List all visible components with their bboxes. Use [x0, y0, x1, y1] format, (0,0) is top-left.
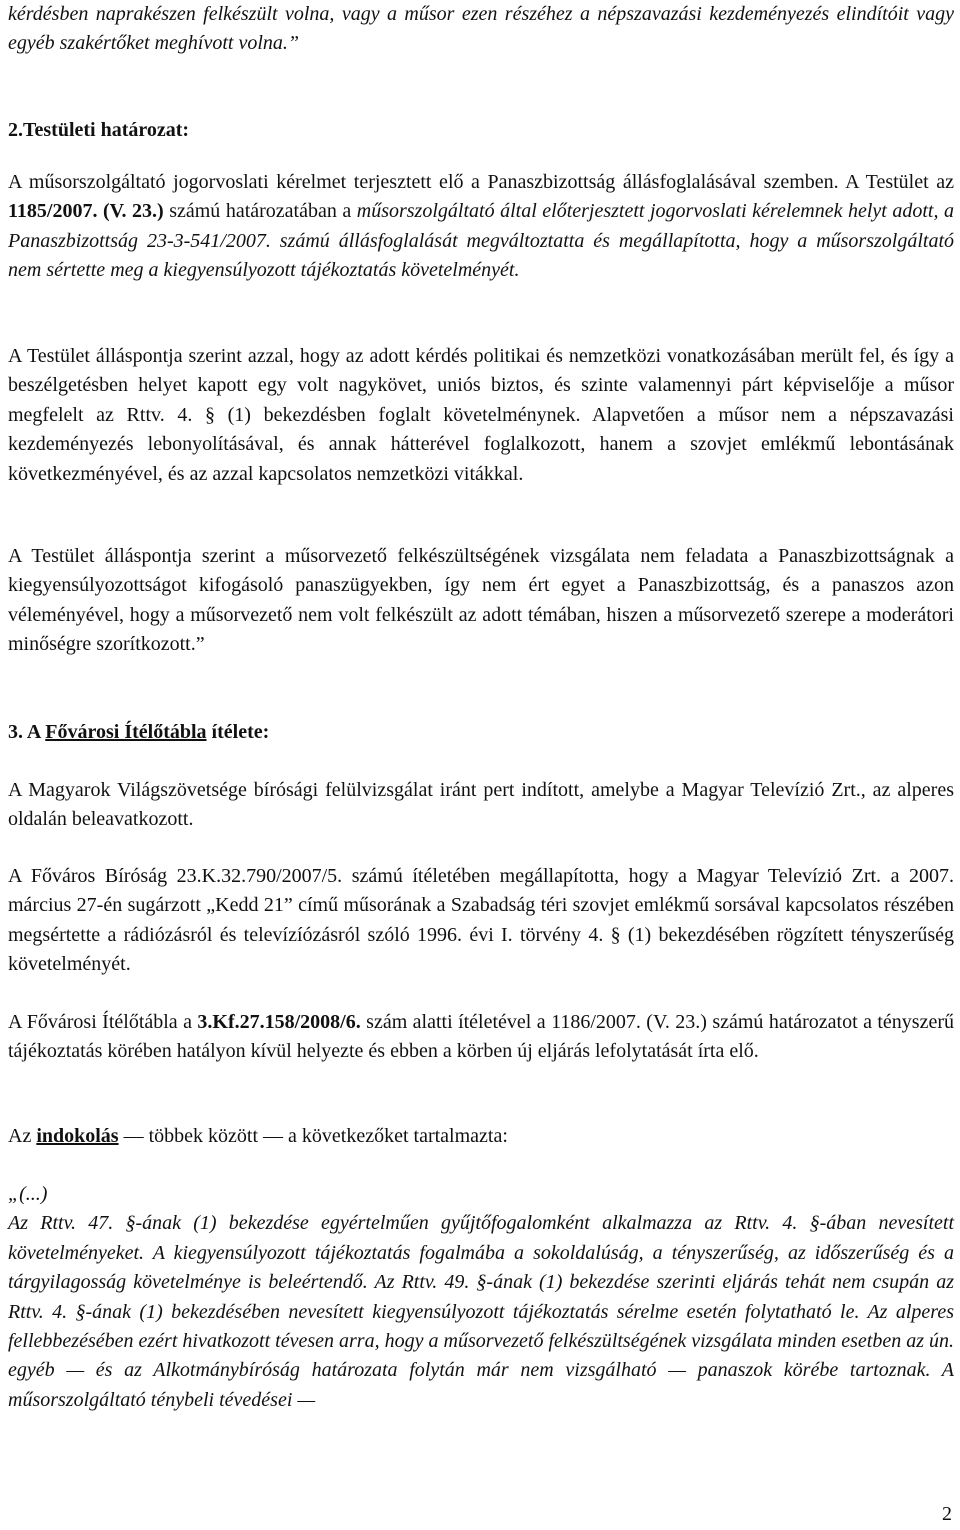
resolution-part-4: műsorszolgáltató által előterjesztett jogorvoslati kérelemnek helyt adott, a Panaszbizottság 23-3-541/2007. számú állásfoglalását megváltoztatta és megállapította, hogy a műsorszolgáltató nem sértette meg a kiegyensúlyozott tájékoztatás követelményét. [8, 200, 955, 282]
appeal-part-3: szám alatti ítéletével a 1186/2007. (V. 23.) számú határozatot a tényszerű tájékoztatás körében hatályon kívül helyezte és ebben a körben új eljárás lefolytatását írta elő. [8, 1011, 955, 1063]
quote-body: Az Rttv. 47. §-ának (1) bekezdése egyértelműen gyűjtőfogalomként alkalmazza az Rttv. 4. §-ában nevesített követelményeket. A kiegyensúlyozott tájékoztatás fogalmába a sokoldalúság, a tényszerűség, az időszerűség és a tárgyilagosság követelménye is beleértendő. Az Rttv. 49. §-ának (1) bekezdése szerinti eljárás tehát nem csupán az Rttv. 4. §-ának (1) bekezdésében nevesített kiegyensúlyozott tájékoztatás sérelme esetén folytatható le. Az alperes fellebbezésében ezért hivatkozott tévesen arra, hogy a műsorvezető felkészültségének vizsgálata minden esetben az ún. egyéb — és az Alkotmánybíróság határozata folytán már nem vizsgálható — panaszok körébe tartoznak. A műsorszolgáltató ténybeli tévedései — [8, 1212, 954, 1411]
resolution-part-3: számú határozatában a [163, 200, 357, 223]
appeal-text [8, 1008, 954, 1067]
paragraph-position-1 [8, 342, 954, 489]
position-1-text: A Testület álláspontja szerint azzal, hogy az adott kérdés politikai és nemzetközi vonatkozásában merült fel, és így a beszélgetésben helyet kapott egy volt nagykövet, uniós biztos, és szinte valamennyi párt képviselője a műsor megfelelt az Rttv. 4. § (1) bekezdésben foglalt követelménynek. Alapvetően a műsor nem a népszavazási kezdeményezés lebonyolításával, és annak hátterével foglalkozott, hanem a szovjet emlékmű lebontásának következményével, és az azzal kapcsolatos nemzetközi vitákkal. [8, 345, 954, 485]
section-heading-2 [8, 116, 954, 145]
reasoning-keyword: indokolás [36, 1125, 119, 1147]
section-heading-3 [8, 718, 954, 747]
intro-text: kérdésben naprakészen felkészült volna, vagy a műsor ezen részéhez a népszavazási kezdeményezés elindítóit vagy egyéb szakértőket meghívott volna.” [8, 3, 954, 55]
paragraph-reasoning [8, 1122, 954, 1151]
heading-2: 2.Testületi határozat: [8, 119, 190, 141]
review-text: A Magyarok Világszövetsége bírósági felülvizsgálat iránt pert indított, amelybe a Magyar Televízió Zrt., az alperes oldalán beleavatkozott. [8, 779, 954, 831]
reasoning-part-3: — többek között — a következőket tartalmazta: [118, 1125, 508, 1147]
heading-3-court: Fővárosi Ítélőtábla [45, 721, 207, 743]
page-number: 2 [942, 1503, 952, 1525]
reasoning-part-1: Az [8, 1125, 37, 1147]
paragraph-review [8, 776, 954, 835]
resolution-text [8, 168, 954, 286]
paragraph-intro [8, 0, 954, 59]
paragraph-appeal [8, 1008, 954, 1067]
quote-open: „(...) [8, 1183, 48, 1205]
heading-3-number: 3. A [8, 721, 46, 743]
heading-3-rest: ítélete: [206, 721, 270, 743]
appeal-part-1: A Fővárosi Ítélőtábla a [8, 1011, 198, 1033]
resolution-part-1: A műsorszolgáltató jogorvoslati kérelmet terjesztett elő a Panaszbizottság állásfoglalásával szemben. A Testület az [8, 171, 954, 193]
paragraph-resolution [8, 168, 954, 286]
quote-block [8, 1180, 954, 1415]
court-text: A Főváros Bíróság 23.K.32.790/2007/5. számú ítéletében megállapította, hogy a Magyar Televízió Zrt. a 2007. március 27-én sugárzott „Kedd 21” című műsorának a Szabadság téri szovjet emlékmű sorsával kapcsolatos részében megsértette a rádiózásról és televízíózásról szóló 1996. évi I. törvény 4. § (1) bekezdésében rögzített tényszerűség követelményét. [8, 865, 954, 976]
reasoning-text [8, 1122, 954, 1151]
paragraph-position-2 [8, 542, 954, 660]
paragraph-court [8, 862, 954, 980]
resolution-number: 1185/2007. (V. 23.) [8, 200, 164, 223]
appeal-case-number: 3.Kf.27.158/2008/6. [197, 1011, 361, 1033]
heading-3 [8, 718, 954, 747]
position-2-text: A Testület álláspontja szerint a műsorvezető felkészültségének vizsgálata nem feladata a Panaszbizottságnak a kiegyensúlyozottságot kifogásoló panaszügyekben, így nem ért egyet a Panaszbizottság, és a panaszos azon véleményével, hogy a műsorvezető nem volt felkészült az adott témában, hiszen a műsorvezető szerepe a moderátori minőségre szorítkozott.” [8, 545, 954, 656]
